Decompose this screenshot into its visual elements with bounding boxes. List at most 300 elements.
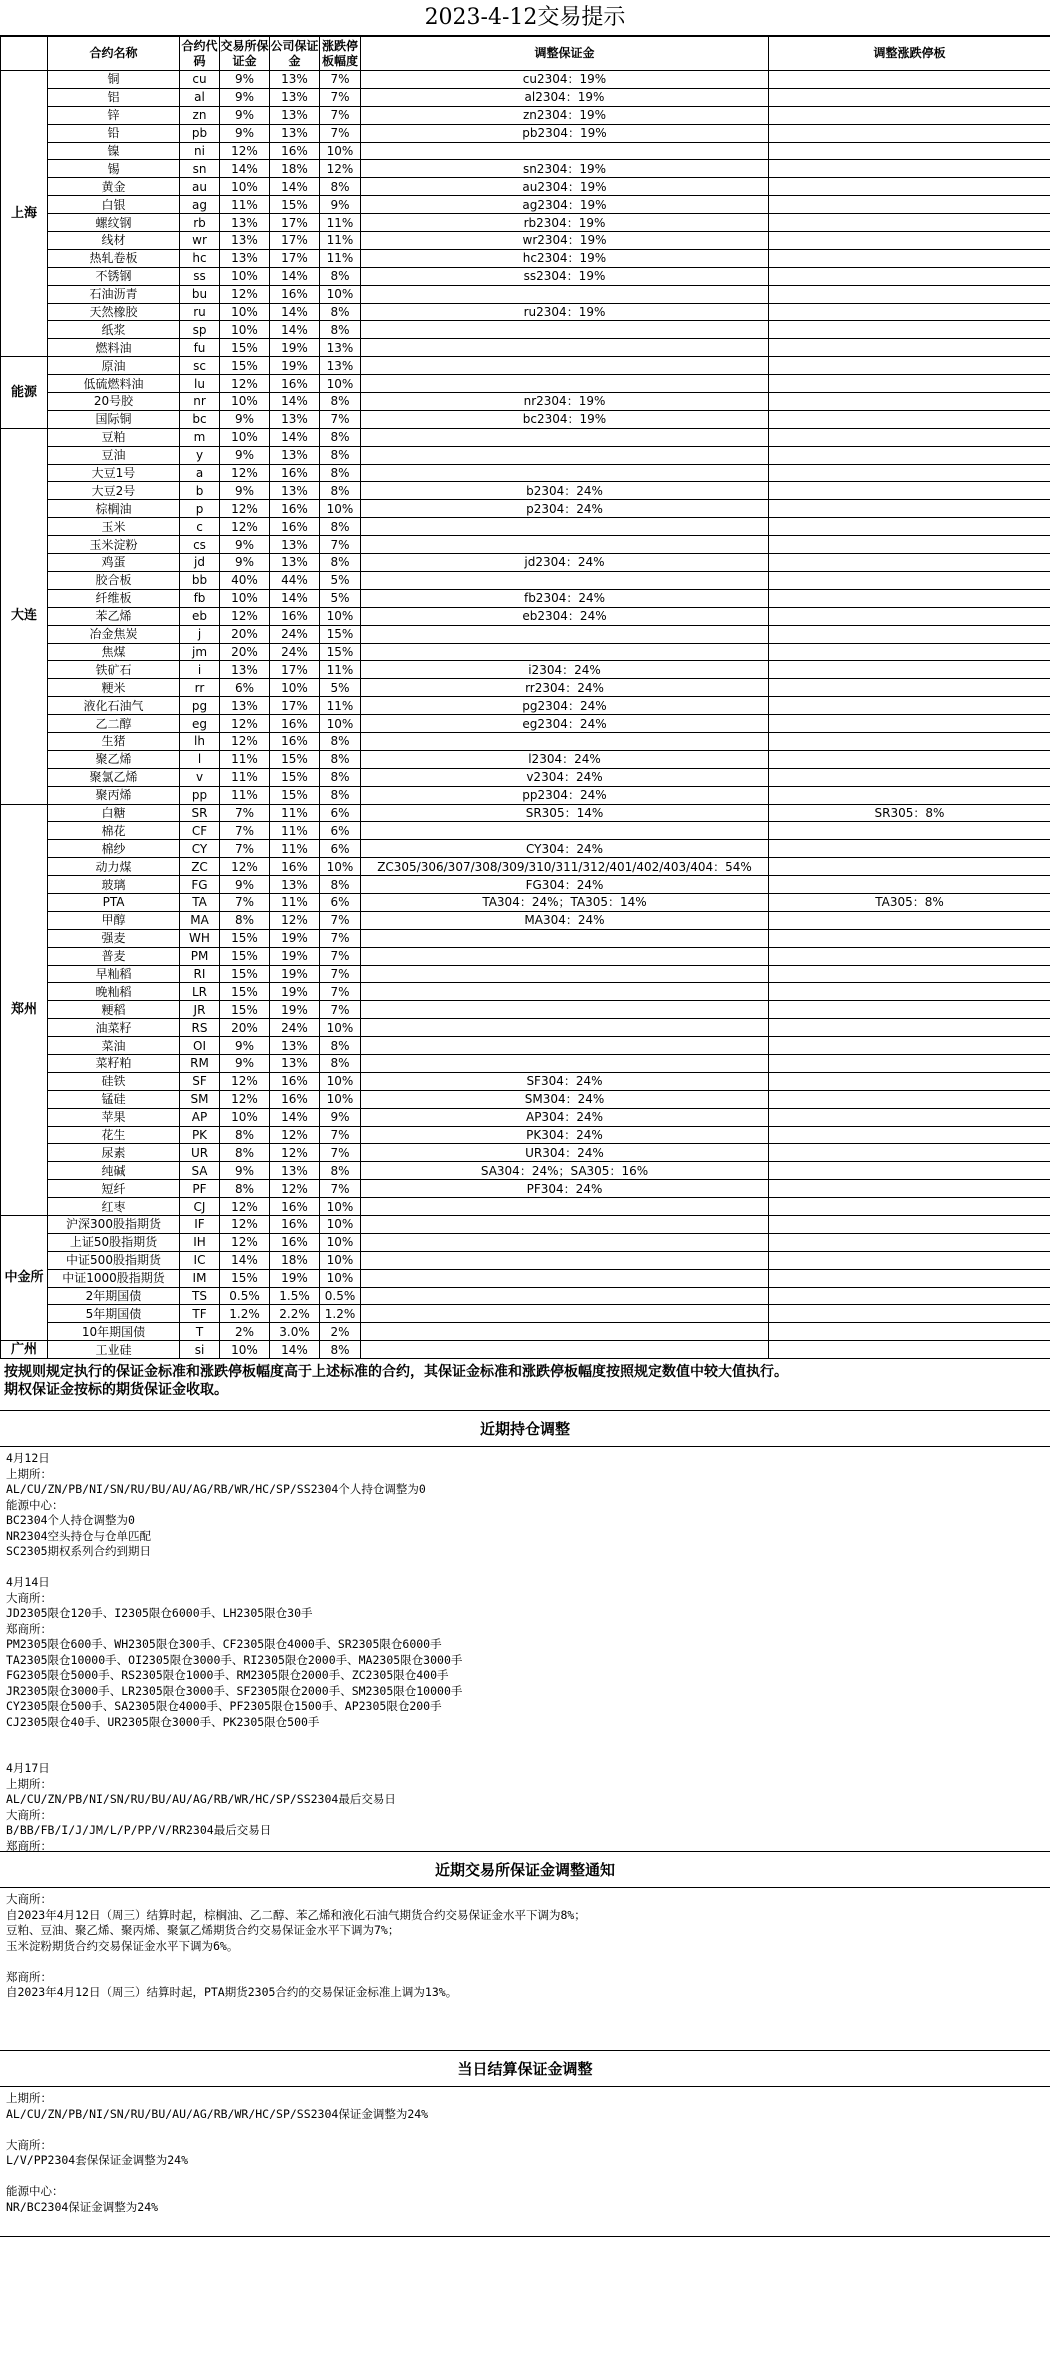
limit-cell: 7% — [320, 88, 361, 106]
exchange-margin-cell: 9% — [220, 71, 270, 89]
company-margin-cell: 17% — [270, 249, 320, 267]
contract-code-cell: pp — [180, 786, 220, 804]
contract-name-cell: 油菜籽 — [48, 1019, 180, 1037]
exchange-margin-cell: 8% — [220, 1180, 270, 1198]
exchange-margin-cell: 7% — [220, 804, 270, 822]
contract-code-cell: ag — [180, 196, 220, 214]
limit-cell: 11% — [320, 214, 361, 232]
limit-cell: 9% — [320, 1108, 361, 1126]
adjust-limit-cell — [769, 214, 1050, 232]
contract-code-cell: bc — [180, 410, 220, 428]
company-margin-cell: 11% — [270, 840, 320, 858]
contract-code-cell: IM — [180, 1269, 220, 1287]
adjust-limit-cell — [769, 858, 1050, 876]
table-row — [1, 1108, 1050, 1126]
table-row — [1, 1233, 1050, 1251]
adjust-margin-cell: SF304：24% — [361, 1072, 769, 1090]
exchange-margin-cell: 12% — [220, 607, 270, 625]
limit-cell: 7% — [320, 1144, 361, 1162]
adjust-limit-cell — [769, 303, 1050, 321]
table-row — [1, 142, 1050, 160]
exchange-margin-cell: 12% — [220, 142, 270, 160]
adjust-margin-cell: pb2304：19% — [361, 124, 769, 142]
company-margin-cell: 10% — [270, 679, 320, 697]
company-margin-cell: 1.5% — [270, 1287, 320, 1305]
exchange-margin-cell: 15% — [220, 1001, 270, 1019]
adjust-margin-cell: bc2304：19% — [361, 410, 769, 428]
adjust-margin-cell: ag2304：19% — [361, 196, 769, 214]
adjust-limit-cell — [769, 947, 1050, 965]
company-margin-cell: 19% — [270, 1269, 320, 1287]
adjust-limit-cell — [769, 625, 1050, 643]
adjust-limit-cell — [769, 1341, 1050, 1359]
table-row — [1, 822, 1050, 840]
adjust-margin-cell: rr2304：24% — [361, 679, 769, 697]
limit-cell: 10% — [320, 1216, 361, 1234]
contract-name-cell: 沪深300股指期货 — [48, 1216, 180, 1234]
header-contract-code: 合约代码 — [180, 37, 220, 71]
contract-code-cell: RM — [180, 1054, 220, 1072]
section-body: 大商所： 自2023年4月12日（周三）结算时起，棕榈油、乙二醇、苯乙烯和液化石油气期货合约交易保证金水平下调为8%； 豆粕、豆油、聚乙烯、聚丙烯、聚氯乙烯期货合约交易保证金水平下调为7%； 玉米淀粉期货合约交易保证金水平下调为6%。 郑商所： 自2023年4月12日（周三）结算时起，PTA期货2305合约的交易保证金标准上调为13%。 — [0, 1888, 1050, 2051]
contract-name-cell: 菜油 — [48, 1037, 180, 1055]
contract-name-cell: 豆粕 — [48, 428, 180, 446]
contract-code-cell: fu — [180, 339, 220, 357]
contract-name-cell: 粳米 — [48, 679, 180, 697]
contract-name-cell: 纸浆 — [48, 321, 180, 339]
adjust-limit-cell — [769, 715, 1050, 733]
exchange-margin-cell: 13% — [220, 214, 270, 232]
limit-cell: 10% — [320, 375, 361, 393]
contract-code-cell: p — [180, 500, 220, 518]
contract-code-cell: pb — [180, 124, 220, 142]
exchange-margin-cell: 15% — [220, 965, 270, 983]
adjust-limit-cell — [769, 1072, 1050, 1090]
adjust-limit-cell — [769, 124, 1050, 142]
exchange-margin-cell: 12% — [220, 732, 270, 750]
adjust-limit-cell — [769, 768, 1050, 786]
exchange-margin-cell: 9% — [220, 446, 270, 464]
limit-cell: 6% — [320, 804, 361, 822]
exchange-margin-cell: 10% — [220, 393, 270, 411]
contract-name-cell: 动力煤 — [48, 858, 180, 876]
table-row — [1, 1198, 1050, 1216]
adjust-margin-cell: PK304：24% — [361, 1126, 769, 1144]
company-margin-cell: 14% — [270, 428, 320, 446]
exchange-margin-cell: 20% — [220, 625, 270, 643]
table-row — [1, 88, 1050, 106]
table-row — [1, 804, 1050, 822]
table-row — [1, 124, 1050, 142]
adjust-limit-cell — [769, 1251, 1050, 1269]
adjust-limit-cell — [769, 196, 1050, 214]
limit-cell: 7% — [320, 947, 361, 965]
company-margin-cell: 12% — [270, 1144, 320, 1162]
limit-cell: 15% — [320, 625, 361, 643]
adjust-margin-cell — [361, 1001, 769, 1019]
company-margin-cell: 11% — [270, 822, 320, 840]
exchange-margin-cell: 40% — [220, 571, 270, 589]
company-margin-cell: 19% — [270, 947, 320, 965]
adjust-limit-cell — [769, 482, 1050, 500]
company-margin-cell: 13% — [270, 1054, 320, 1072]
contract-name-cell: 棉花 — [48, 822, 180, 840]
table-row — [1, 482, 1050, 500]
exchange-margin-cell: 15% — [220, 1269, 270, 1287]
adjust-limit-cell — [769, 643, 1050, 661]
adjust-limit-cell — [769, 1054, 1050, 1072]
table-row — [1, 965, 1050, 983]
adjust-margin-cell: nr2304：19% — [361, 393, 769, 411]
table-row — [1, 1001, 1050, 1019]
limit-cell: 7% — [320, 124, 361, 142]
limit-cell: 7% — [320, 1180, 361, 1198]
adjust-margin-cell: eg2304：24% — [361, 715, 769, 733]
table-row — [1, 1072, 1050, 1090]
limit-cell: 10% — [320, 1251, 361, 1269]
contract-code-cell: PF — [180, 1180, 220, 1198]
table-row — [1, 321, 1050, 339]
limit-cell: 15% — [320, 643, 361, 661]
adjust-limit-cell — [769, 428, 1050, 446]
table-row — [1, 196, 1050, 214]
contract-name-cell: 液化石油气 — [48, 697, 180, 715]
exchange-margin-cell: 20% — [220, 1019, 270, 1037]
contract-code-cell: al — [180, 88, 220, 106]
contract-code-cell: CJ — [180, 1198, 220, 1216]
exchange-margin-cell: 12% — [220, 375, 270, 393]
company-margin-cell: 18% — [270, 160, 320, 178]
limit-cell: 10% — [320, 858, 361, 876]
contract-code-cell: SR — [180, 804, 220, 822]
company-margin-cell: 13% — [270, 536, 320, 554]
adjust-limit-cell — [769, 321, 1050, 339]
adjust-limit-cell — [769, 464, 1050, 482]
table-row — [1, 446, 1050, 464]
contract-name-cell: 乙二醇 — [48, 715, 180, 733]
adjust-margin-cell: ss2304：19% — [361, 267, 769, 285]
adjust-limit-cell — [769, 554, 1050, 572]
contract-name-cell: 大豆2号 — [48, 482, 180, 500]
limit-cell: 8% — [320, 178, 361, 196]
company-margin-cell: 15% — [270, 750, 320, 768]
adjust-limit-cell — [769, 607, 1050, 625]
company-margin-cell: 15% — [270, 196, 320, 214]
contract-code-cell: OI — [180, 1037, 220, 1055]
table-row — [1, 1126, 1050, 1144]
adjust-margin-cell — [361, 1341, 769, 1359]
adjust-margin-cell: zn2304：19% — [361, 106, 769, 124]
table-row — [1, 893, 1050, 911]
adjust-margin-cell — [361, 965, 769, 983]
contract-name-cell: 强麦 — [48, 929, 180, 947]
adjust-margin-cell: MA304：24% — [361, 911, 769, 929]
exchange-margin-cell: 13% — [220, 249, 270, 267]
table-row — [1, 715, 1050, 733]
contract-name-cell: 锡 — [48, 160, 180, 178]
exchange-margin-cell: 13% — [220, 661, 270, 679]
contract-name-cell: 燃料油 — [48, 339, 180, 357]
limit-cell: 8% — [320, 393, 361, 411]
exchange-cell: 中金所 — [1, 1216, 48, 1341]
company-margin-cell: 19% — [270, 339, 320, 357]
table-row — [1, 858, 1050, 876]
contract-code-cell: RI — [180, 965, 220, 983]
contract-name-cell: 锰硅 — [48, 1090, 180, 1108]
contract-code-cell: j — [180, 625, 220, 643]
contract-code-cell: CF — [180, 822, 220, 840]
contract-name-cell: 10年期国债 — [48, 1323, 180, 1341]
adjust-margin-cell: v2304：24% — [361, 768, 769, 786]
contract-name-cell: 聚乙烯 — [48, 750, 180, 768]
adjust-margin-cell — [361, 339, 769, 357]
limit-cell: 8% — [320, 518, 361, 536]
adjust-margin-cell — [361, 732, 769, 750]
adjust-limit-cell: TA305：8% — [769, 893, 1050, 911]
company-margin-cell: 18% — [270, 1251, 320, 1269]
contract-code-cell: AP — [180, 1108, 220, 1126]
header-company-margin: 公司保证金 — [270, 37, 320, 71]
contract-code-cell: ru — [180, 303, 220, 321]
company-margin-cell: 19% — [270, 1001, 320, 1019]
contract-code-cell: hc — [180, 249, 220, 267]
contract-code-cell: sc — [180, 357, 220, 375]
section-title: 当日结算保证金调整 — [0, 2051, 1050, 2087]
adjust-margin-cell: UR304：24% — [361, 1144, 769, 1162]
table-row — [1, 1251, 1050, 1269]
adjust-limit-cell: SR305：8% — [769, 804, 1050, 822]
contract-code-cell: eg — [180, 715, 220, 733]
contract-code-cell: sn — [180, 160, 220, 178]
contract-code-cell: bb — [180, 571, 220, 589]
adjust-margin-cell — [361, 1198, 769, 1216]
company-margin-cell: 14% — [270, 303, 320, 321]
table-row — [1, 160, 1050, 178]
limit-cell: 7% — [320, 911, 361, 929]
adjust-margin-cell: SR305：14% — [361, 804, 769, 822]
limit-cell: 7% — [320, 965, 361, 983]
table-row — [1, 1216, 1050, 1234]
exchange-margin-cell: 10% — [220, 1108, 270, 1126]
exchange-margin-cell: 2% — [220, 1323, 270, 1341]
adjust-limit-cell — [769, 285, 1050, 303]
table-row — [1, 768, 1050, 786]
table-row — [1, 1180, 1050, 1198]
contract-name-cell: 玻璃 — [48, 876, 180, 894]
contract-name-cell: 菜籽粕 — [48, 1054, 180, 1072]
contract-name-cell: 锌 — [48, 106, 180, 124]
adjust-limit-cell — [769, 536, 1050, 554]
table-row — [1, 375, 1050, 393]
contract-name-cell: 低硫燃料油 — [48, 375, 180, 393]
contract-name-cell: 棉纱 — [48, 840, 180, 858]
contract-name-cell: 不锈钢 — [48, 267, 180, 285]
exchange-margin-cell: 13% — [220, 232, 270, 250]
exchange-margin-cell: 8% — [220, 1144, 270, 1162]
adjust-limit-cell — [769, 1037, 1050, 1055]
limit-cell: 8% — [320, 732, 361, 750]
contract-name-cell: 5年期国债 — [48, 1305, 180, 1323]
limit-cell: 5% — [320, 571, 361, 589]
exchange-margin-cell: 10% — [220, 178, 270, 196]
contract-name-cell: 鸡蛋 — [48, 554, 180, 572]
adjust-limit-cell — [769, 911, 1050, 929]
limit-cell: 5% — [320, 679, 361, 697]
limit-cell: 13% — [320, 339, 361, 357]
table-row — [1, 410, 1050, 428]
adjust-limit-cell — [769, 1144, 1050, 1162]
contract-name-cell: 白糖 — [48, 804, 180, 822]
contract-name-cell: 棕榈油 — [48, 500, 180, 518]
limit-cell: 13% — [320, 357, 361, 375]
limit-cell: 11% — [320, 697, 361, 715]
table-row — [1, 214, 1050, 232]
adjust-margin-cell — [361, 142, 769, 160]
contract-code-cell: SM — [180, 1090, 220, 1108]
contract-name-cell: 铝 — [48, 88, 180, 106]
table-row — [1, 947, 1050, 965]
contract-name-cell: 上证50股指期货 — [48, 1233, 180, 1251]
exchange-margin-cell: 10% — [220, 1341, 270, 1359]
exchange-margin-cell: 9% — [220, 88, 270, 106]
adjust-limit-cell — [769, 732, 1050, 750]
contract-code-cell: IH — [180, 1233, 220, 1251]
company-margin-cell: 16% — [270, 1233, 320, 1251]
limit-cell: 7% — [320, 536, 361, 554]
company-margin-cell: 19% — [270, 965, 320, 983]
contract-name-cell: 工业硅 — [48, 1341, 180, 1359]
adjust-margin-cell — [361, 536, 769, 554]
table-row — [1, 625, 1050, 643]
exchange-margin-cell: 12% — [220, 518, 270, 536]
margin-note: 按规则规定执行的保证金标准和涨跌停板幅度高于上述标准的合约，其保证金标准和涨跌停板幅度按照规定数值中较大值执行。 期权保证金按标的期货保证金收取。 — [0, 1359, 1050, 1411]
adjust-limit-cell — [769, 1019, 1050, 1037]
table-row — [1, 876, 1050, 894]
adjust-limit-cell — [769, 1198, 1050, 1216]
company-margin-cell: 16% — [270, 732, 320, 750]
adjust-limit-cell — [769, 339, 1050, 357]
company-margin-cell: 15% — [270, 786, 320, 804]
contract-name-cell: 聚丙烯 — [48, 786, 180, 804]
adjust-limit-cell — [769, 357, 1050, 375]
limit-cell: 8% — [320, 482, 361, 500]
adjust-margin-cell — [361, 1216, 769, 1234]
exchange-margin-cell: 12% — [220, 715, 270, 733]
table-row — [1, 232, 1050, 250]
contract-name-cell: 铜 — [48, 71, 180, 89]
table-body — [1, 71, 1050, 1359]
exchange-margin-cell: 11% — [220, 750, 270, 768]
company-margin-cell: 16% — [270, 1198, 320, 1216]
table-row — [1, 661, 1050, 679]
table-row — [1, 267, 1050, 285]
adjust-limit-cell — [769, 106, 1050, 124]
adjust-margin-cell — [361, 285, 769, 303]
company-margin-cell: 12% — [270, 1126, 320, 1144]
contract-code-cell: si — [180, 1341, 220, 1359]
adjust-margin-cell: rb2304：19% — [361, 214, 769, 232]
exchange-cell: 大连 — [1, 428, 48, 804]
exchange-margin-cell: 10% — [220, 589, 270, 607]
limit-cell: 8% — [320, 1037, 361, 1055]
adjust-margin-cell — [361, 357, 769, 375]
contract-code-cell: nr — [180, 393, 220, 411]
contract-code-cell: TA — [180, 893, 220, 911]
adjust-margin-cell — [361, 1037, 769, 1055]
contract-name-cell: 尿素 — [48, 1144, 180, 1162]
contract-name-cell: PTA — [48, 893, 180, 911]
table-row — [1, 428, 1050, 446]
company-margin-cell: 13% — [270, 876, 320, 894]
adjust-margin-cell: p2304：24% — [361, 500, 769, 518]
exchange-margin-cell: 13% — [220, 697, 270, 715]
contract-code-cell: zn — [180, 106, 220, 124]
table-row — [1, 178, 1050, 196]
company-margin-cell: 24% — [270, 625, 320, 643]
adjust-margin-cell — [361, 1251, 769, 1269]
exchange-margin-cell: 10% — [220, 303, 270, 321]
limit-cell: 6% — [320, 893, 361, 911]
contract-name-cell: 普麦 — [48, 947, 180, 965]
contract-name-cell: 热轧卷板 — [48, 249, 180, 267]
contract-name-cell: 苹果 — [48, 1108, 180, 1126]
adjust-limit-cell — [769, 697, 1050, 715]
exchange-margin-cell: 12% — [220, 464, 270, 482]
exchange-margin-cell: 10% — [220, 267, 270, 285]
company-margin-cell: 14% — [270, 178, 320, 196]
adjust-margin-cell: hc2304：19% — [361, 249, 769, 267]
exchange-margin-cell: 14% — [220, 1251, 270, 1269]
adjust-margin-cell: SM304：24% — [361, 1090, 769, 1108]
table-row — [1, 518, 1050, 536]
table-row — [1, 393, 1050, 411]
contract-name-cell: 天然橡胶 — [48, 303, 180, 321]
contract-code-cell: ni — [180, 142, 220, 160]
limit-cell: 5% — [320, 589, 361, 607]
contract-code-cell: PK — [180, 1126, 220, 1144]
contract-code-cell: WH — [180, 929, 220, 947]
company-margin-cell: 14% — [270, 321, 320, 339]
contract-code-cell: rr — [180, 679, 220, 697]
company-margin-cell: 14% — [270, 267, 320, 285]
limit-cell: 10% — [320, 1072, 361, 1090]
exchange-margin-cell: 9% — [220, 536, 270, 554]
company-margin-cell: 44% — [270, 571, 320, 589]
adjust-margin-cell — [361, 643, 769, 661]
contract-code-cell: TS — [180, 1287, 220, 1305]
company-margin-cell: 14% — [270, 393, 320, 411]
table-row — [1, 929, 1050, 947]
exchange-margin-cell: 9% — [220, 410, 270, 428]
adjust-limit-cell — [769, 1108, 1050, 1126]
adjust-margin-cell — [361, 571, 769, 589]
exchange-margin-cell: 14% — [220, 160, 270, 178]
contract-name-cell: 中证1000股指期货 — [48, 1269, 180, 1287]
section-body: 4月12日 上期所： AL/CU/ZN/PB/NI/SN/RU/BU/AU/AG/RB/WR/HC/SP/SS2304个人持仓调整为0 能源中心： BC2304个人持仓调整为0 NR2304空头持仓与仓单匹配 SC2305期权系列合约到期日 4月14日 大商所： JD2305限仓120手、I2305限仓6000手、LH2305限仓30手 郑商所： PM2305限仓600手、WH2305限仓300手、CF2305限仓4000手、SR2305限仓6000手 TA2305限仓10000手、OI2305限仓3000手、RI2305限仓2000手、MA2305限仓3000手 FG2305限仓5000手、RS2305限仓1000手、RM2305限仓2000手、ZC2305限仓400手 JR2305限仓3000手、LR2305限仓3000手、SF2305限仓2000手、SM2305限仓10000手 CY2305限仓500手、SA2305限仓4000手、PF2305限仓1500手、AP2305限仓200手 CJ2305限仓40手、UR2305限仓3000手、PK2305限仓500手 4月17日 上期所： AL/CU/ZN/PB/NI/SN/RU/BU/AU/AG/RB/WR/HC/SP/SS2304最后交易日 大商所： B/BB/FB/I/J/JM/L/P/PP/V/RR2304最后交易日 郑商所： — [0, 1447, 1050, 1852]
contract-name-cell: 国际铜 — [48, 410, 180, 428]
adjust-margin-cell: TA304：24%；TA305：14% — [361, 893, 769, 911]
table-row — [1, 1144, 1050, 1162]
adjust-limit-cell — [769, 1090, 1050, 1108]
table-row — [1, 983, 1050, 1001]
adjust-margin-cell: PF304：24% — [361, 1180, 769, 1198]
table-row — [1, 106, 1050, 124]
adjust-margin-cell: eb2304：24% — [361, 607, 769, 625]
adjust-margin-cell: ZC305/306/307/308/309/310/311/312/401/402/403/404：54% — [361, 858, 769, 876]
adjust-limit-cell — [769, 267, 1050, 285]
contract-name-cell: 早籼稻 — [48, 965, 180, 983]
limit-cell: 11% — [320, 232, 361, 250]
company-margin-cell: 19% — [270, 983, 320, 1001]
